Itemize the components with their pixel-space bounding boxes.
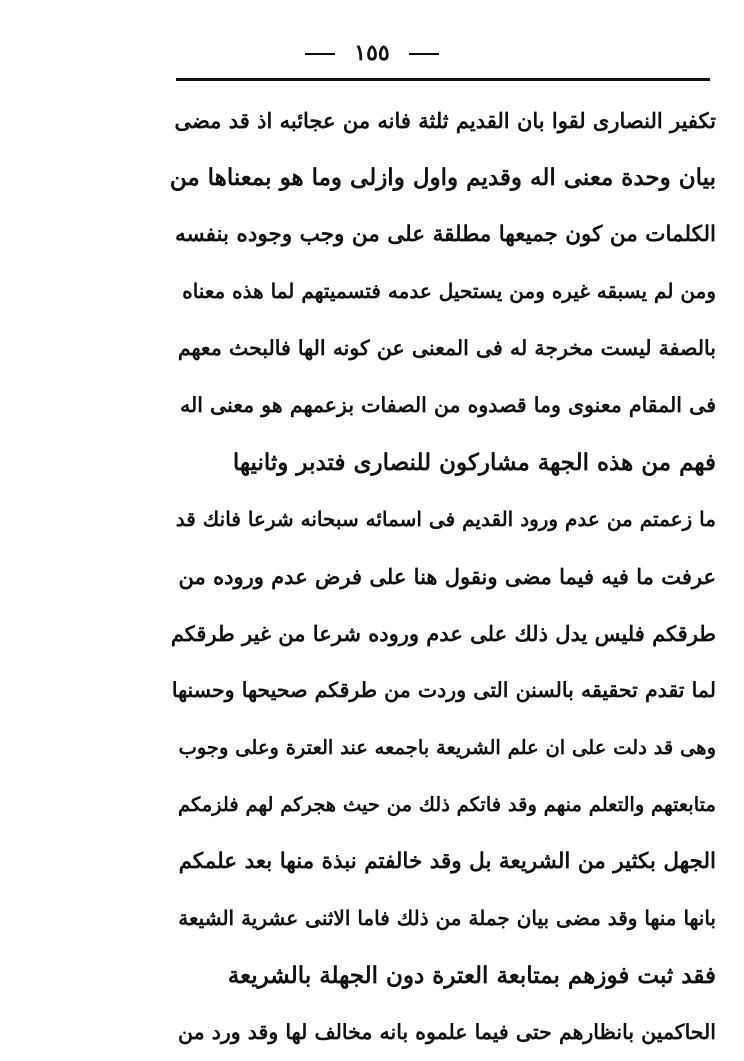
body-text	[170, 92, 716, 1061]
text-line: طرقكم فليس يدل ذلك على عدم وروده شرعا من غير طرقكم	[170, 621, 716, 646]
text-line: الكلمات من كون جميعها مطلقة على من وجب وجوده بنفسه	[174, 222, 716, 247]
header-dash-left	[305, 53, 335, 55]
text-line: بيان وحدة معنى اله وقديم واول وازلى وما هو بمعناها من	[170, 164, 716, 191]
page-header	[0, 40, 744, 66]
text-line: الجهل بكثير من الشريعة بل وقد خالفتم نبذة منها بعد علمكم	[178, 849, 716, 874]
text-line: بالصفة ليست مخرجة له فى المعنى عن كونه الها فالبحث معهم	[177, 336, 716, 360]
text-line: تكفير النصارى لقوا بان القديم ثلثة فانه من عجائبه اذ قد مضى	[174, 108, 716, 133]
header-dash-right	[409, 53, 439, 55]
text-line: فى المقام معنوى وما قصدوه من الصفات بزعمهم هو معنى اله	[179, 393, 716, 417]
header-rule	[176, 78, 710, 81]
text-line: ومن لم يسبقه غيره ومن يستحيل عدمه فتسميتهم لما هذه معناه	[182, 279, 716, 303]
text-line: متابعتهم والتعلم منهم وقد فاتكم ذلك من حيث هجركم لهم فلزمكم	[177, 793, 716, 816]
text-line: فقد ثبت فوزهم بمتابعة العترة دون الجهلة بالشريعة	[227, 962, 716, 989]
text-line: فهم من هذه الجهة مشاركون للنصارى فتدبر وثانيها	[232, 449, 716, 476]
page-number: ١٥٥	[354, 40, 390, 66]
text-line: لما تقدم تحقيقه بالسنن التى وردت من طرقكم صحيحها وحسنها	[171, 678, 716, 702]
text-line: بانها منها وقد مضى بيان جملة من ذلك فاما الاثنى عشرية الشيعة	[178, 906, 716, 930]
text-line: ما زعمتم من عدم ورود القديم فى اسمائه سبحانه شرعا فانك قد	[175, 507, 716, 531]
text-line: الحاكمين بانظارهم حتى فيما علموه بانه مخالف لها وقد ورد من	[178, 1020, 716, 1044]
text-line: عرفت ما فيه فيما مضى ونقول هنا على فرض عدم وروده من	[178, 564, 716, 589]
text-line: وهى قد دلت على ان علم الشريعة باجمعه عند العترة وعلى وجوب	[178, 736, 716, 759]
